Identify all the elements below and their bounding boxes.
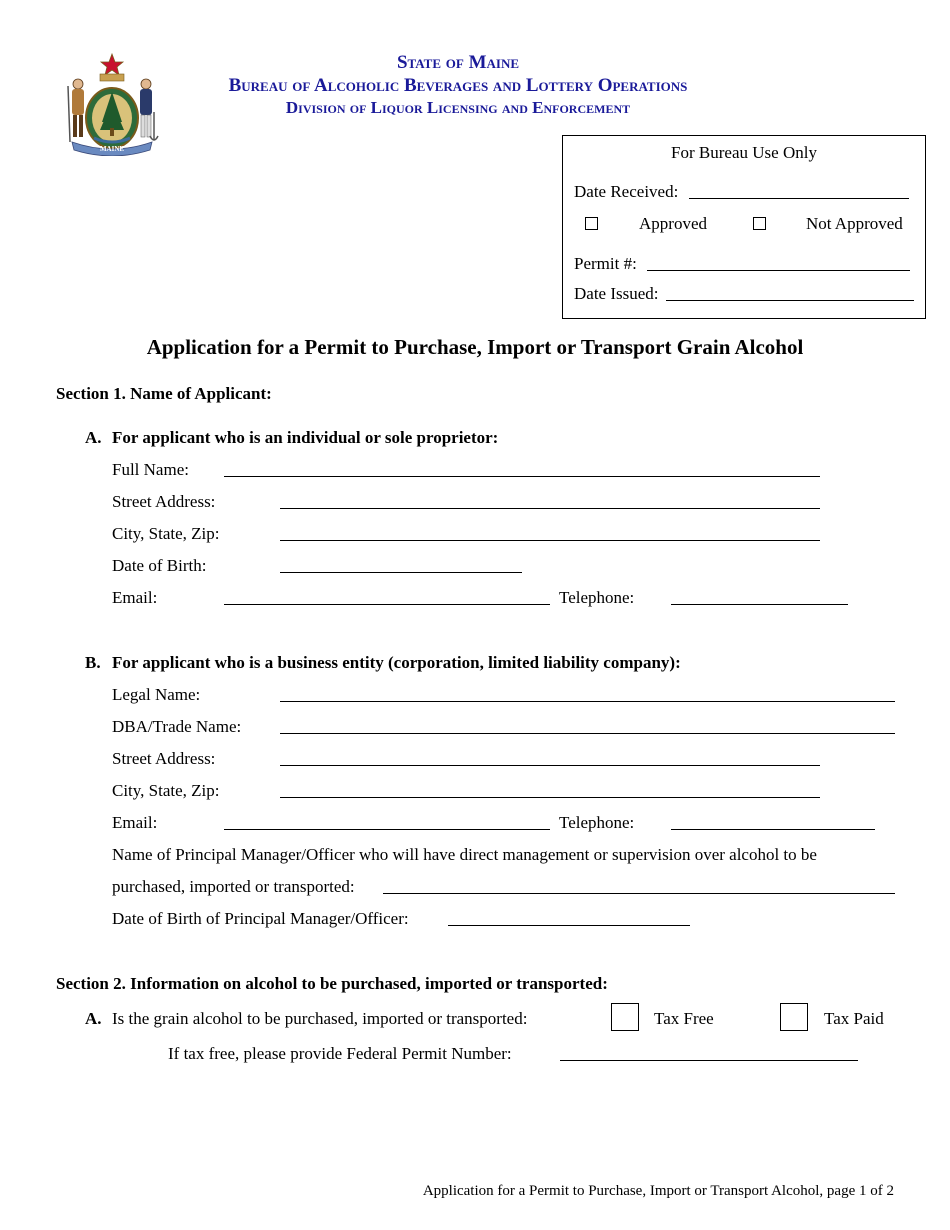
not-approved-label: Not Approved	[806, 214, 903, 233]
section2-heading: Section 2. Information on alcohol to be purchased, imported or transported:	[56, 974, 608, 993]
approved-label: Approved	[639, 214, 707, 233]
legal-name-field[interactable]	[280, 701, 895, 702]
permit-number-field[interactable]	[647, 270, 910, 271]
business-street-label: Street Address:	[112, 749, 216, 768]
tax-paid-label: Tax Paid	[824, 1009, 884, 1028]
business-telephone-field[interactable]	[671, 829, 875, 830]
business-email-label: Email:	[112, 813, 158, 832]
full-name-field[interactable]	[224, 476, 820, 477]
federal-permit-field[interactable]	[560, 1060, 858, 1061]
approved-checkbox[interactable]	[585, 217, 598, 230]
manager-name-field[interactable]	[383, 893, 895, 894]
street-address-label: Street Address:	[112, 492, 216, 511]
telephone-label: Telephone:	[559, 588, 635, 607]
manager-dob-field[interactable]	[448, 925, 690, 926]
manager-name-label-1: Name of Principal Manager/Officer who will have direct management or supervision over alcohol to be	[112, 845, 817, 864]
email-label: Email:	[112, 588, 158, 607]
maine-state-seal	[64, 52, 160, 156]
street-address-field[interactable]	[280, 508, 820, 509]
permit-number-label: Permit #:	[574, 254, 637, 273]
city-state-zip-field[interactable]	[280, 540, 820, 541]
section2-a-marker: A.	[85, 1009, 102, 1028]
section1-a-heading: For applicant who is an individual or sole proprietor:	[112, 428, 499, 447]
date-of-birth-field[interactable]	[280, 572, 522, 573]
tax-free-label: Tax Free	[654, 1009, 714, 1028]
seal-star-icon	[101, 54, 123, 75]
business-city-field[interactable]	[280, 797, 820, 798]
page-footer: Application for a Permit to Purchase, Import or Transport Alcohol, page 1 of 2	[422, 1183, 894, 1199]
section1-b-heading: For applicant who is a business entity (corporation, limited liability company):	[112, 653, 681, 672]
date-received-label: Date Received:	[574, 182, 679, 201]
date-issued-field[interactable]	[666, 300, 914, 301]
header-division: Division of Liquor Licensing and Enforcement	[285, 98, 631, 117]
manager-dob-label: Date of Birth of Principal Manager/Officer:	[112, 909, 409, 928]
manager-name-label-2: purchased, imported or transported:	[112, 877, 355, 896]
business-street-field[interactable]	[280, 765, 820, 766]
bureau-box-title: For Bureau Use Only	[671, 143, 817, 162]
email-field[interactable]	[224, 604, 550, 605]
business-email-field[interactable]	[224, 829, 550, 830]
tax-paid-checkbox[interactable]	[780, 1003, 808, 1031]
date-issued-label: Date Issued:	[574, 284, 659, 303]
seal-banner-text: MAINE	[99, 145, 125, 153]
dba-trade-name-field[interactable]	[280, 733, 895, 734]
grain-alcohol-question: Is the grain alcohol to be purchased, imported or transported:	[112, 1009, 528, 1028]
full-name-label: Full Name:	[112, 460, 189, 479]
form-title: Application for a Permit to Purchase, Import or Transport Grain Alcohol	[146, 335, 804, 359]
section1-heading: Section 1. Name of Applicant:	[56, 384, 272, 403]
header-bureau: Bureau of Alcoholic Beverages and Lottery Operations	[228, 75, 688, 96]
header-state: State of Maine	[396, 52, 520, 73]
sailor-figure-icon	[140, 79, 158, 140]
farmer-figure-icon	[68, 79, 84, 142]
business-city-label: City, State, Zip:	[112, 781, 220, 800]
business-telephone-label: Telephone:	[559, 813, 635, 832]
telephone-field[interactable]	[671, 604, 848, 605]
section1-a-marker: A.	[85, 428, 102, 447]
date-received-field[interactable]	[689, 198, 909, 199]
bureau-use-box	[562, 135, 926, 319]
section1-b-marker: B.	[85, 653, 101, 672]
legal-name-label: Legal Name:	[112, 685, 201, 704]
date-of-birth-label: Date of Birth:	[112, 556, 207, 575]
dba-trade-name-label: DBA/Trade Name:	[112, 717, 242, 736]
tax-free-checkbox[interactable]	[611, 1003, 639, 1031]
city-state-zip-label: City, State, Zip:	[112, 524, 220, 543]
not-approved-checkbox[interactable]	[753, 217, 766, 230]
federal-permit-label: If tax free, please provide Federal Permit Number:	[168, 1044, 512, 1063]
